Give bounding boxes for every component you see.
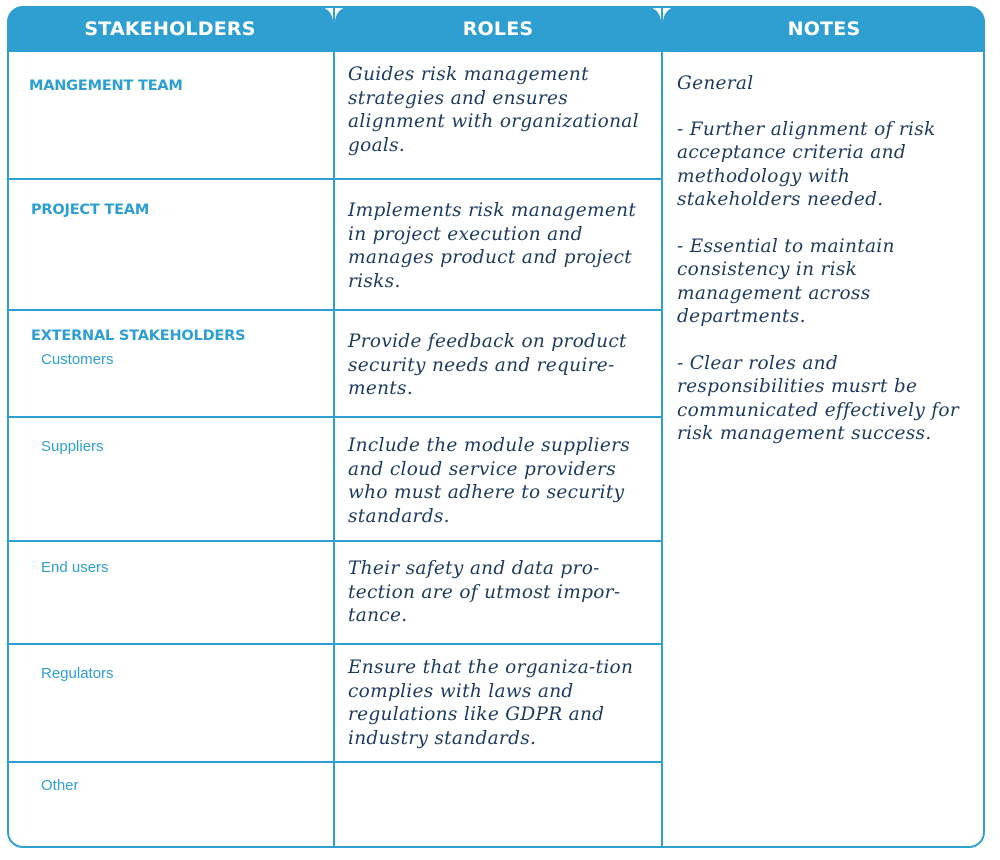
- stakeholder-external: EXTERNAL STAKEHOLDERS: [31, 328, 246, 344]
- role-suppliers: Include the module suppliers and cloud service providers who must adhere to security standards.: [348, 435, 631, 527]
- notes-heading: General: [677, 73, 754, 94]
- stakeholder-suppliers: Suppliers: [41, 438, 104, 455]
- notes-item: - Essential to maintain consistency in risk management across departments.: [677, 235, 895, 327]
- header-roles: ROLES: [335, 6, 661, 52]
- role-project-team: Implements risk management in project execution and manages product and project risks.: [348, 200, 637, 292]
- stakeholder-customers: Customers: [41, 351, 114, 368]
- notes-item: - Clear roles and responsibilities musrt be communicated effectively for risk management success.: [677, 352, 960, 444]
- stakeholder-regulators: Regulators: [41, 665, 114, 682]
- row-divider: [7, 416, 663, 418]
- header-stakeholders: STAKEHOLDERS: [7, 6, 333, 52]
- row-divider: [7, 540, 663, 542]
- role-management-team: Guides risk management strategies and ensures alignment with organizational goals.: [348, 64, 639, 156]
- column-divider: [661, 6, 663, 848]
- row-divider: [7, 761, 663, 763]
- stakeholder-other: Other: [41, 777, 79, 794]
- stakeholder-end-users: End users: [41, 559, 109, 576]
- notes-item: - Further alignment of risk acceptance criteria and methodology with stakeholders needed.: [677, 118, 936, 210]
- header-notes: NOTES: [663, 6, 985, 52]
- row-divider: [7, 309, 663, 311]
- role-regulators: Ensure that the organiza-tion complies with laws and regulations like GDPR and industry standards.: [348, 657, 634, 749]
- stakeholder-management-team: MANGEMENT TEAM: [29, 78, 183, 94]
- row-divider: [7, 178, 663, 180]
- stakeholder-project-team: PROJECT TEAM: [31, 202, 150, 218]
- role-end-users: Their safety and data pro-tection are of utmost impor-tance.: [348, 558, 621, 626]
- role-customers: Provide feedback on product security needs and require-ments.: [348, 331, 627, 399]
- row-divider: [7, 643, 663, 645]
- notes-panel: [677, 72, 973, 469]
- column-divider: [333, 6, 335, 848]
